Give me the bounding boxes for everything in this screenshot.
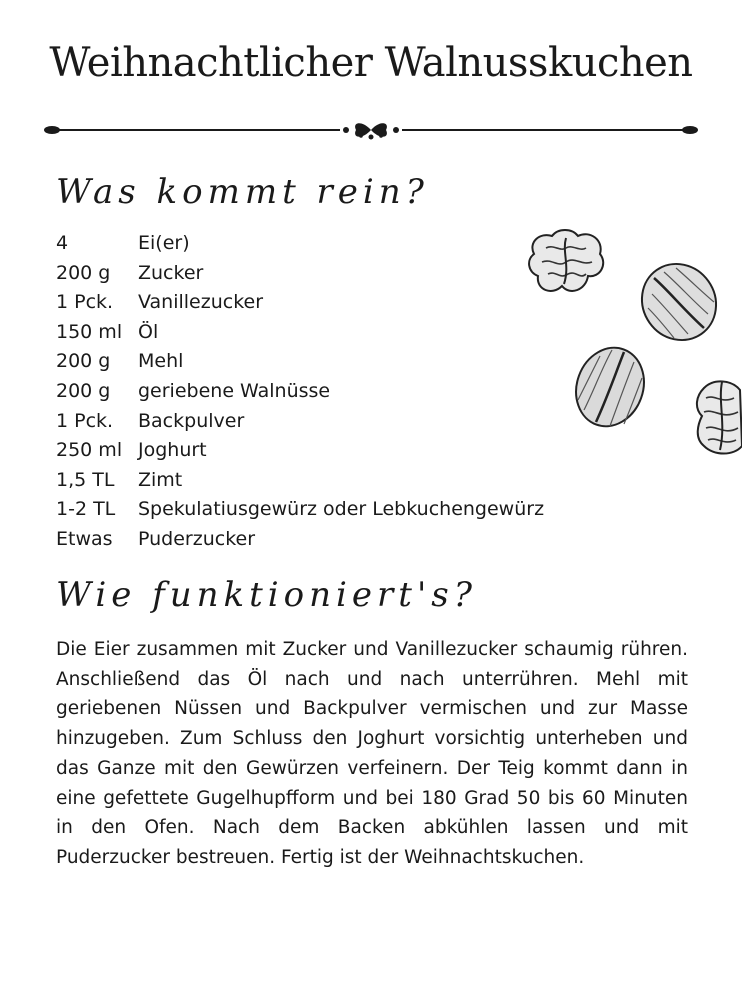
ingredient-name: geriebene Walnüsse [138,379,331,402]
ingredient-name: Spekulatiusgewürz oder Lebkuchengewürz [138,498,545,521]
ingredient-name: Joghurt [138,439,207,462]
ingredient-name: Puderzucker [138,527,256,550]
walnut-shell-icon [572,344,648,430]
ingredient-row [56,495,576,525]
ingredient-quantity: 200 g [56,379,111,402]
ingredient-quantity: 150 ml [56,320,123,343]
ingredient-quantity: 1,5 TL [56,468,115,491]
ingredient-row [56,288,576,318]
ingredient-row [56,318,576,348]
ingredient-name: Mehl [138,350,184,373]
walnut-kernel-icon [694,376,742,456]
ornamental-divider [40,118,702,142]
ingredient-name: Öl [138,320,159,343]
ingredient-quantity: 250 ml [56,439,123,462]
ingredients-heading: Was kommt rein? [56,172,429,212]
ingredient-row [56,525,576,555]
ingredient-row [56,229,576,259]
ingredient-row [56,466,576,496]
ingredient-list [56,229,576,555]
ingredient-row [56,436,576,466]
ingredient-quantity: 200 g [56,261,111,284]
ingredient-row [56,259,576,289]
ingredient-name: Ei(er) [138,232,190,254]
method-heading: Wie funktioniert's? [56,575,477,615]
recipe-title: Weihnachtlicher Walnusskuchen [49,40,693,86]
ingredient-name: Backpulver [138,409,245,432]
ingredient-row [56,347,576,377]
ingredient-name: Vanillezucker [138,291,264,314]
method-text: Die Eier zusammen mit Zucker und Vanillezucker schaumig rühren. Anschließend das Öl nach und nach unterrühren. Mehl mit geriebenen Nüssen und Backpulver vermischen und zur Masse hinzugeben. Zum Schluss den Joghurt vorsichtig unterheben und das Ganze mit den Gewürzen verfeinern. Der Teig kommt dann in eine gefettete Gugelhupfform und bei 180 Grad 50 bis 60 Minuten in den Ofen. Nach dem Backen abkühlen lassen und mit Puderzucker bestreuen. Fertig ist der Weihnachtskuchen. [56,639,688,868]
ingredient-quantity: 200 g [56,350,111,373]
ingredient-quantity: 1 Pck. [56,291,114,314]
walnut-kernel-icon [526,226,608,300]
ingredient-quantity: 1 Pck. [56,409,114,432]
ingredient-quantity: 4 [56,232,69,254]
ingredient-quantity: Etwas [56,527,113,550]
walnut-shell-icon [638,260,720,344]
ingredient-name: Zimt [138,468,183,491]
ingredient-row [56,377,576,407]
ingredient-row [56,407,576,437]
ingredient-name: Zucker [138,261,204,284]
ingredient-quantity: 1-2 TL [56,498,116,521]
